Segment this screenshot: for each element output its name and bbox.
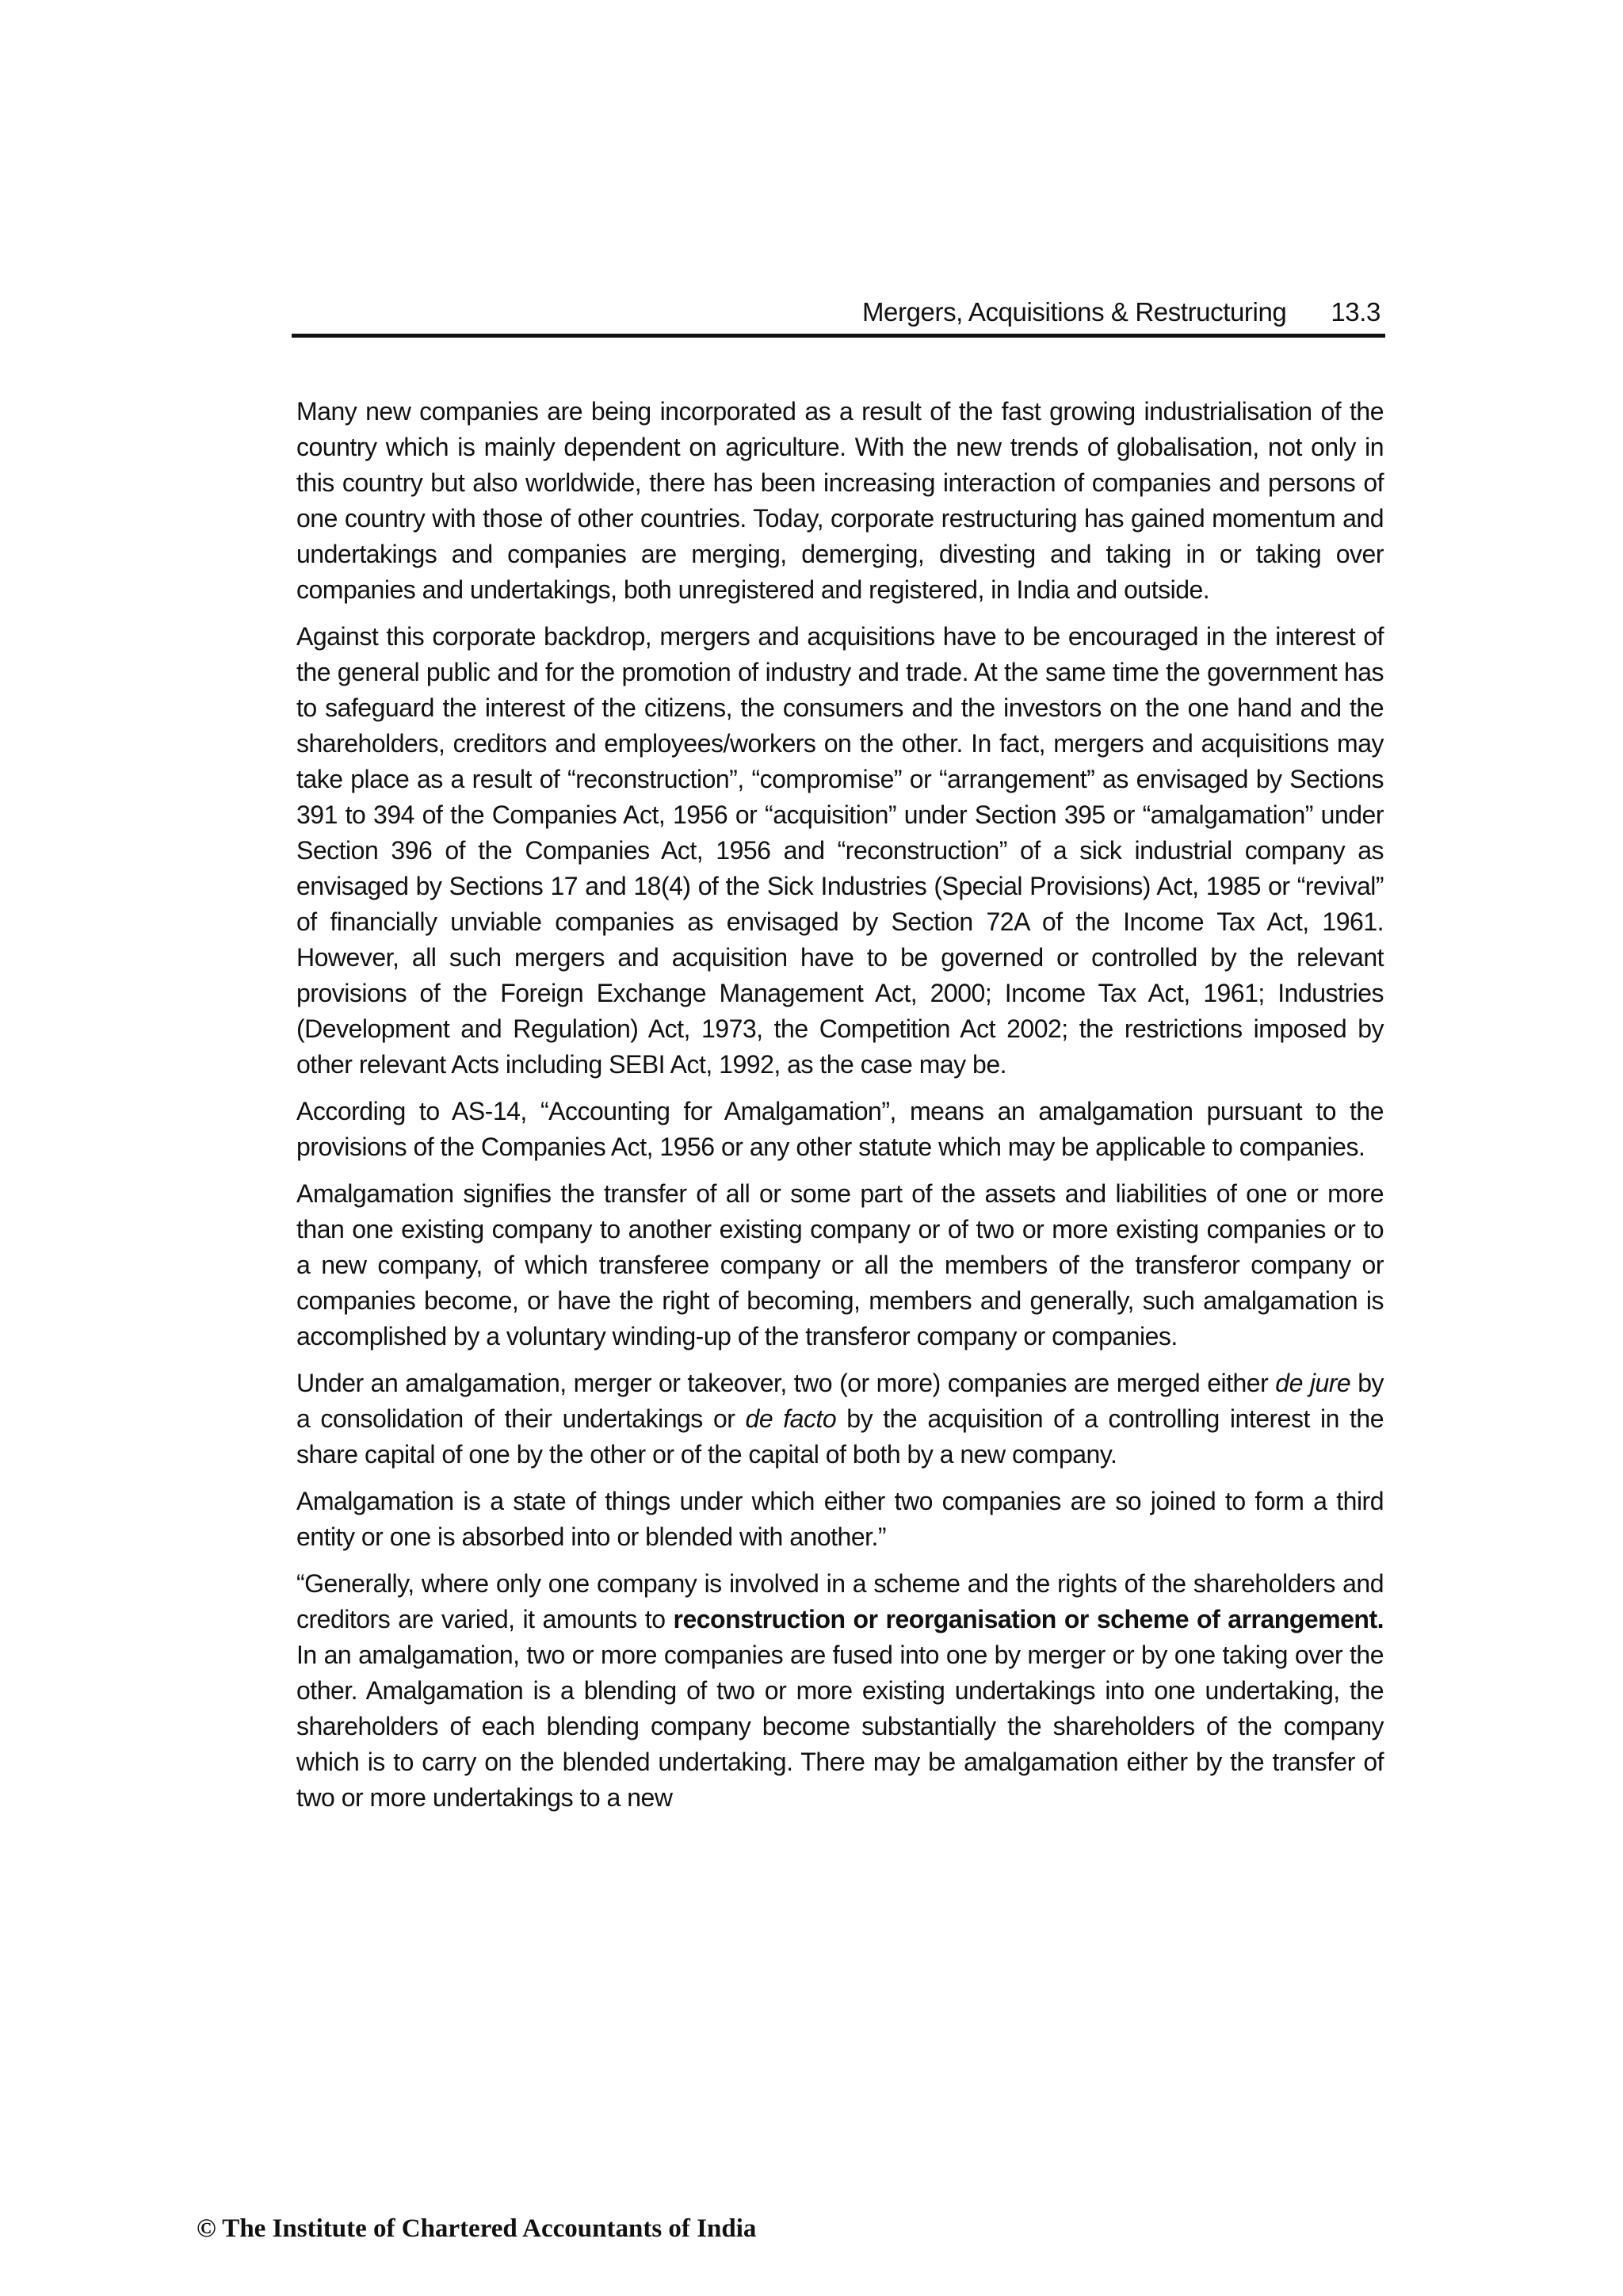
paragraph-4: Amalgamation signifies the transfer of all or some part of the assets and liabilities of one or more than one existing company to another existing company or of two or more existing companies or to a new company, of which transferee company or all the members of the transferor company or companies become, or have the right of becoming, members and generally, such amalgamation is accomplished by a voluntary winding-up of the transferor company or companies. xyxy=(296,1179,1384,1350)
page-header xyxy=(292,293,1385,338)
paragraph-5-italic-de-jure: de jure xyxy=(1275,1369,1351,1397)
body-text xyxy=(296,394,1384,1827)
paragraph-5-text-c: by the acquisition of a controlling interest in the share capital of one by the other or of the capital of both by a new company. xyxy=(296,1404,1384,1469)
paragraph-7-bold-term: reconstruction or reorganisation or scheme of arrangement. xyxy=(673,1605,1384,1633)
paragraph-3: According to AS-14, “Accounting for Amalgamation”, means an amalgamation pursuant to the provisions of the Companies Act, 1956 or any other statute which may be applicable to companies. xyxy=(296,1097,1384,1161)
page-footer: © The Institute of Chartered Accountants of India xyxy=(197,2214,757,2243)
paragraph-5-text-a: Under an amalgamation, merger or takeover, two (or more) companies are merged either xyxy=(296,1369,1276,1397)
paragraph-5 xyxy=(296,1366,1384,1473)
paragraph-5-italic-de-facto: de facto xyxy=(745,1404,837,1433)
header-text xyxy=(862,297,1381,327)
paragraph-5-text-b: by a consolidation of their undertakings or xyxy=(296,1369,1384,1433)
paragraph-7 xyxy=(296,1566,1384,1816)
chapter-title: Mergers, Acquisitions & Restructuring xyxy=(861,297,1287,327)
paragraph-7-text-a: “Generally, where only one company is involved in a scheme and the rights of the shareholders and creditors are varied, it amounts to xyxy=(296,1569,1384,1633)
paragraph-1: Many new companies are being incorporated as a result of the fast growing industrialisation of the country which is mainly dependent on agriculture. With the new trends of globalisation, not only in this country but also worldwide, there has been increasing interaction of companies and persons of one country with those of other countries. Today, corporate restructuring has gained momentum and undertakings and companies are merging, demerging, divesting and taking in or taking over companies and undertakings, both unregistered and registered, in India and outside. xyxy=(296,397,1384,604)
page-number: 13.3 xyxy=(1331,297,1381,327)
paragraph-7-text-b: In an amalgamation, two or more companies are fused into one by merger or by one taking over the other. Amalgamation is a blending of two or more existing undertakings into one undertaking, the shareholders of each blending company become substantially the shareholders of the company which is to carry on the blended undertaking. There may be amalgamation either by the transfer of two or more undertakings to a new xyxy=(296,1641,1384,1812)
paragraph-6: Amalgamation is a state of things under which either two companies are so joined to form a third entity or one is absorbed into or blended with another.” xyxy=(296,1487,1384,1551)
paragraph-2: Against this corporate backdrop, mergers and acquisitions have to be encouraged in the interest of the general public and for the promotion of industry and trade. At the same time the government has to safeguard the interest of the citizens, the consumers and the investors on the one hand and the shareholders, creditors and employees/workers on the other. In fact, mergers and acquisitions may take place as a result of “reconstruction”, “compromise” or “arrangement” as envisaged by Sections 391 to 394 of the Companies Act, 1956 or “acquisition” under Section 395 or “amalgamation” under Section 396 of the Companies Act, 1956 and “reconstruction” of a sick industrial company as envisaged by Sections 17 and 18(4) of the Sick Industries (Special Provisions) Act, 1985 or “revival” of financially unviable companies as envisaged by Section 72A of the Income Tax Act, 1961. However, all such mergers and acquisition have to be governed or controlled by the relevant provisions of the Foreign Exchange Management Act, 2000; Income Tax Act, 1961; Industries (Development and Regulation) Act, 1973, the Competition Act 2002; the restrictions imposed by other relevant Acts including SEBI Act, 1992, as the case may be. xyxy=(296,622,1384,1079)
